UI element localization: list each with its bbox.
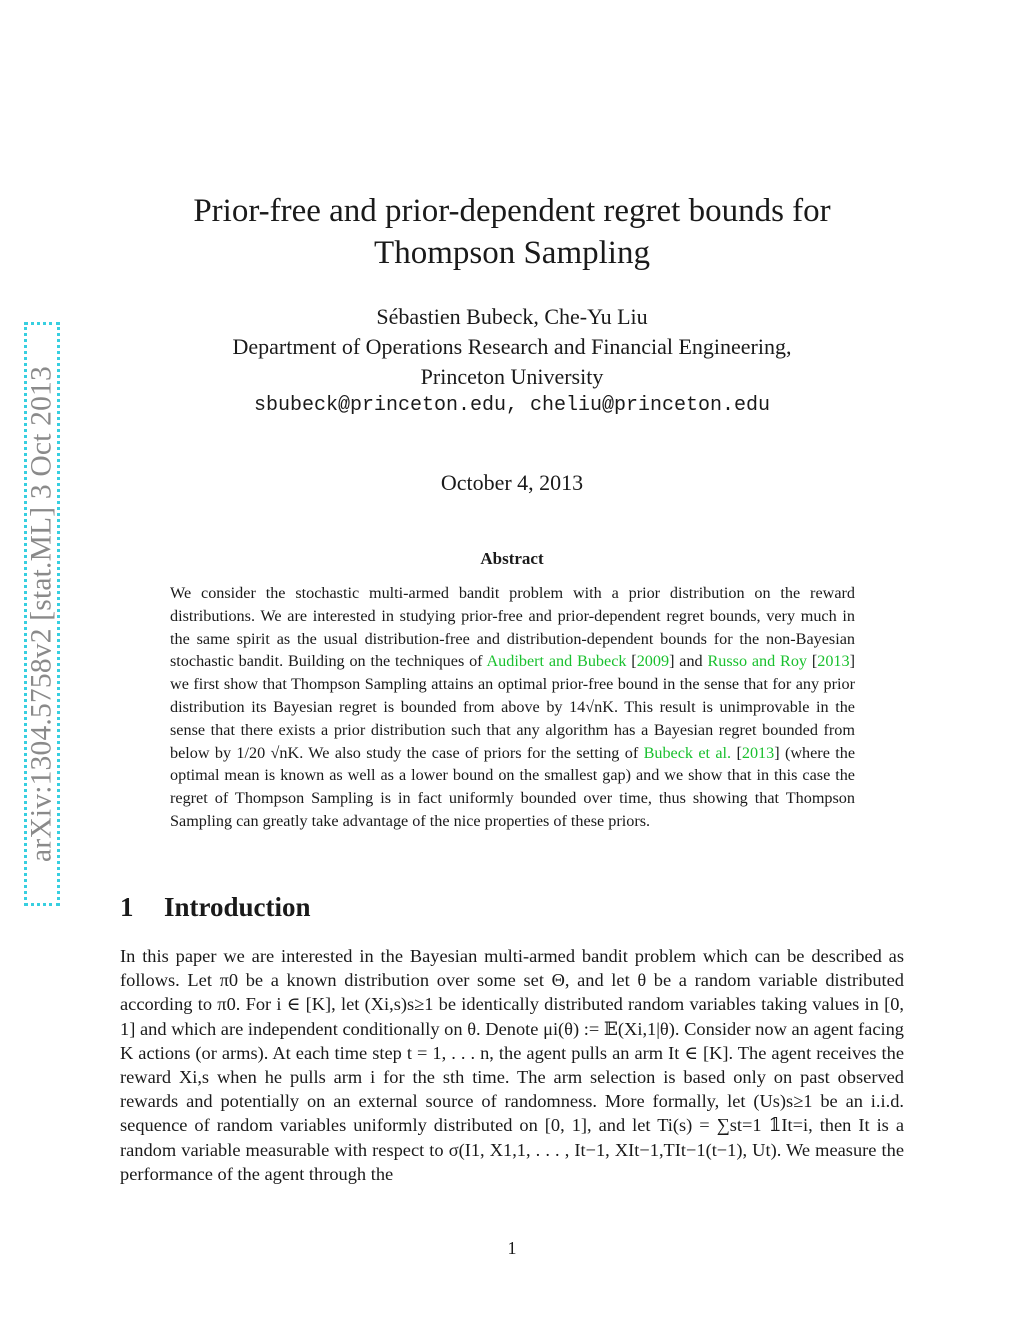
title-line-1: Prior-free and prior-dependent regret bounds for xyxy=(193,193,831,229)
abstract-heading: Abstract xyxy=(480,549,544,568)
author-emails[interactable]: sbubeck@princeton.edu, cheliu@princeton.edu xyxy=(253,394,771,417)
citation-year-2013a[interactable]: 2013 xyxy=(817,652,850,671)
introduction-paragraph: In this paper we are interested in the Bayesian multi-armed bandit problem which can be described as follows. Let π0 be a known distribution over some set Θ, and let θ be a random variable distributed according to π0. For i ∈ [K], let (Xi,s)s≥1 be identically distributed random variables taking values in [0, 1] and which are independent conditionally on θ. Denote μi(θ) := 𝔼(Xi,1|θ). Consider now an agent facing K actions (or arms). At each time step t = 1, . . . n, the agent pulls an arm It ∈ [K]. The agent receives the reward Xi,s when he pulls arm i for the sth time. The arm selection is based only on past observed rewards and potentially on an external source of randomness. More formally, let (Us)s≥1 be an i.i.d. sequence of random variables uniformly distributed on [0, 1], and let Ti(s) = ∑st=1 𝟙It=i, then It is a random variable measurable with respect to σ(I1, X1,1, . . . , It−1, XIt−1,TIt−1(t−1), Ut). We measure the performance of the agent through the xyxy=(120,946,904,1184)
citation-bubeck-et-al[interactable]: Bubeck et al. xyxy=(643,743,732,762)
title-line-2: Thompson Sampling xyxy=(374,235,650,271)
author-block xyxy=(0,302,1024,392)
paper-title xyxy=(0,190,1024,274)
abstract-part-2: and xyxy=(674,652,708,671)
citation-audibert-bubeck[interactable]: Audibert and Bubeck xyxy=(486,652,627,671)
affiliation-line-2: Princeton University xyxy=(420,364,604,389)
abstract-text: We consider the stochastic multi-armed bandit problem with a prior distribution on the reward distributions. We are interested in studying prior-free and prior-dependent regret bounds, very much in the same spirit as the usual distribution-free and distribution-dependent bounds for the non-Bayesian stochastic bandit. Building on the techniques of Audibert and Bubeck [2009] and Russo and Roy [2013] we first show that Thompson Sampling attains an optimal prior-free bound in the sense that for any prior distribution its Bayesian regret is bounded from above by 14√nK. This result is unimprovable in the sense that there exists a prior distribution such that any algorithm has a Bayesian regret bounded from below by 1/20 √nK. We also study the case of priors for the setting of Bubeck et al. [2013] (where the optimal mean is known as well as a lower bound on the smallest gap) and we show that in this case the regret of Thompson Sampling is in fact uniformly bounded over time, thus showing that Thompson Sampling can greatly take advantage of the nice properties of these priors. xyxy=(170,584,856,830)
section-title: Introduction xyxy=(164,892,311,922)
abstract-part-3: we first show that Thompson Sampling attains an optimal prior-free bound in the sense that for any prior distribution its Bayesian regret is bounded from above by 14√nK. This result is unimprovable in the sense that there exists a prior distribution such that any algorithm has a Bayesian regret bounded from below by 1/20 √nK. We also study the case of priors for the setting of xyxy=(170,675,855,762)
section-heading xyxy=(120,892,311,923)
page-number: 1 xyxy=(507,1238,517,1258)
abstract-part-4: (where the optimal mean is known as well as a lower bound on the smallest gap) and we show that in this case the regret of Thompson Sampling is in fact uniformly bounded over time, thus showing that Thompson Sampling can greatly take advantage of the nice properties of these priors. xyxy=(170,743,856,830)
section-number: 1 xyxy=(120,892,134,922)
paper-date: October 4, 2013 xyxy=(440,470,584,495)
affiliation-line-1: Department of Operations Research and Financial Engineering, xyxy=(232,334,792,359)
citation-year-2009[interactable]: 2009 xyxy=(636,652,670,671)
citation-russo-roy[interactable]: Russo and Roy xyxy=(707,652,808,671)
author-names: Sébastien Bubeck, Che-Yu Liu xyxy=(376,304,648,329)
abstract-part-1: We consider the stochastic multi-armed bandit problem with a prior distribution on the reward distributions. We are interested in studying prior-free and prior-dependent regret bounds, very much in the same spirit as the usual distribution-free and distribution-dependent bounds for the non-Bayesian stochastic bandit. Building on the techniques of xyxy=(170,584,855,671)
arxiv-stamp-text: arXiv:1304.5758v2 [stat.ML] 3 Oct 2013 xyxy=(25,366,58,862)
citation-year-2013b[interactable]: 2013 xyxy=(741,743,775,762)
